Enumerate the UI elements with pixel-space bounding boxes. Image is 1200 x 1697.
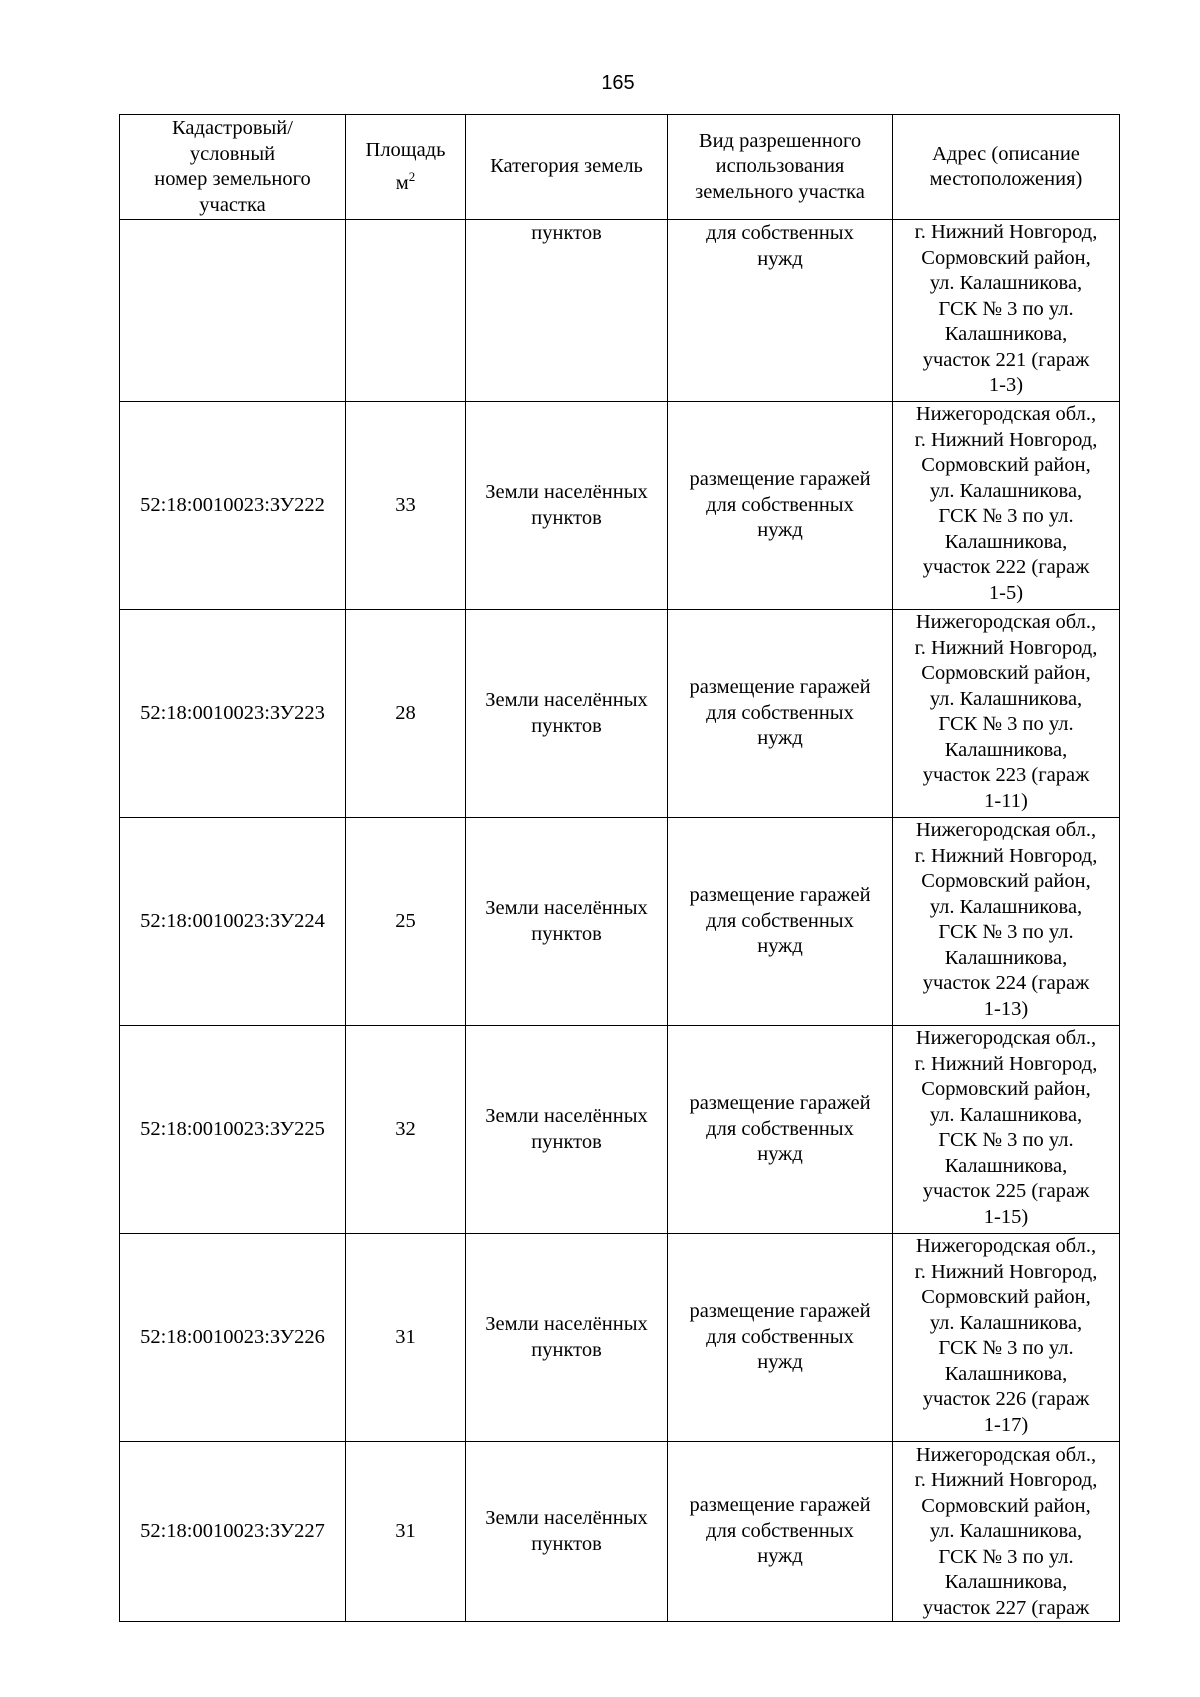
use-line: для собственных	[706, 1519, 854, 1542]
category-line: пунктов	[531, 922, 602, 945]
address-line: Сормовский район,	[921, 1494, 1091, 1517]
cell-cadastral-number: 52:18:0010023:ЗУ223	[120, 610, 346, 818]
category-line: Земли населённых	[485, 481, 648, 503]
header-address-line: Адрес (описание	[932, 142, 1080, 165]
address-line: 1-11)	[984, 789, 1028, 812]
use-line: размещение гаражей	[689, 1092, 871, 1115]
address-line: 1-3)	[988, 374, 1024, 396]
table-row	[120, 1234, 1120, 1442]
cell-land-category	[466, 220, 668, 402]
use-line: нужд	[757, 519, 803, 542]
address-line: Нижегородская обл.,	[915, 1027, 1097, 1049]
cell-area: 33	[346, 402, 466, 610]
use-line: для собственных	[706, 1117, 854, 1140]
table-body	[120, 220, 1120, 1622]
address-line: г. Нижний Новгород,	[914, 844, 1098, 867]
address-line: 1-15)	[983, 1205, 1029, 1228]
cell-address	[893, 402, 1120, 610]
header-area	[346, 115, 466, 220]
cell-land-category	[466, 402, 668, 610]
address-line: ГСК № 3 по ул.	[938, 1129, 1074, 1151]
cell-cadastral-number: 52:18:0010023:ЗУ222	[120, 402, 346, 610]
category-line: Земли населённых	[485, 1313, 648, 1335]
address-line: г. Нижний Новгород,	[914, 1052, 1098, 1075]
address-line: г. Нижний Новгород,	[914, 428, 1098, 451]
category-line: Земли населённых	[485, 897, 648, 919]
address-line: ул. Калашникова,	[929, 479, 1083, 502]
address-line: участок 226 (гараж	[922, 1388, 1090, 1410]
address-line: г. Нижний Новгород,	[914, 636, 1098, 659]
cell-land-category	[466, 818, 668, 1026]
address-line: Калашникова,	[944, 738, 1068, 761]
cell-address	[893, 610, 1120, 818]
use-line: размещение гаражей	[689, 884, 871, 907]
cell-permitted-use	[668, 1026, 893, 1234]
address-line: ГСК № 3 по ул.	[938, 1337, 1074, 1359]
header-use-line: земельного участка	[695, 180, 865, 203]
cell-cadastral-number: 52:18:0010023:ЗУ225	[120, 1026, 346, 1234]
category-line: Земли населённых	[485, 1507, 648, 1529]
cell-permitted-use	[668, 402, 893, 610]
land-plot-table	[119, 114, 1120, 1622]
address-line: ГСК № 3 по ул.	[938, 1545, 1074, 1568]
cell-land-category	[466, 610, 668, 818]
address-line: ГСК № 3 по ул.	[938, 297, 1074, 320]
address-line: Нижегородская обл.,	[915, 611, 1097, 633]
address-line: 1-5)	[988, 581, 1024, 604]
cell-address	[893, 220, 1120, 402]
cell-cadastral-number: 52:18:0010023:ЗУ226	[120, 1234, 346, 1442]
address-line: Сормовский район,	[921, 1078, 1091, 1100]
address-line: Сормовский район,	[921, 662, 1091, 684]
table-row	[120, 610, 1120, 818]
address-line: г. Нижний Новгород,	[914, 1260, 1098, 1283]
cell-permitted-use	[668, 818, 893, 1026]
address-line: ул. Калашникова,	[929, 1311, 1083, 1334]
address-line: Нижегородская обл.,	[915, 1443, 1097, 1466]
address-line: Сормовский район,	[921, 454, 1091, 476]
address-line: ул. Калашникова,	[929, 895, 1083, 918]
cell-permitted-use	[668, 1442, 893, 1622]
category-line: пунктов	[531, 714, 602, 737]
address-line: участок 223 (гараж	[922, 764, 1090, 786]
use-line: для собственных	[706, 222, 854, 244]
page-number: 165	[601, 72, 635, 94]
cell-area-empty	[346, 220, 466, 402]
table-row	[120, 1026, 1120, 1234]
cell-cadastral-empty	[120, 220, 346, 402]
address-line: участок 225 (гараж	[922, 1180, 1090, 1202]
use-line: для собственных	[706, 1325, 854, 1348]
address-line: Нижегородская обл.,	[915, 819, 1097, 841]
table-row	[120, 1442, 1120, 1622]
category-line: пунктов	[531, 1532, 602, 1555]
category-line: пунктов	[531, 1338, 602, 1361]
category-line: пунктов	[531, 222, 602, 244]
address-line: Калашникова,	[944, 530, 1068, 553]
address-line: Нижегородская обл.,	[915, 1235, 1097, 1257]
use-line: размещение гаражей	[689, 676, 871, 699]
header-cadastral-line: участка	[199, 193, 266, 216]
cell-cadastral-number: 52:18:0010023:ЗУ227	[120, 1442, 346, 1622]
header-cadastral-line: номер земельного	[154, 168, 311, 190]
use-line: нужд	[757, 1545, 803, 1568]
category-line: пунктов	[531, 1130, 602, 1153]
address-line: ГСК № 3 по ул.	[938, 505, 1074, 527]
header-address	[893, 115, 1120, 220]
address-line: участок 224 (гараж	[922, 972, 1090, 994]
cell-address	[893, 1026, 1120, 1234]
cell-cadastral-number: 52:18:0010023:ЗУ224	[120, 818, 346, 1026]
use-line: для собственных	[706, 493, 854, 516]
cell-permitted-use	[668, 220, 893, 402]
address-line: Калашникова,	[944, 946, 1068, 969]
cell-area: 32	[346, 1026, 466, 1234]
address-line: Калашникова,	[944, 1154, 1068, 1177]
address-line: ГСК № 3 по ул.	[938, 921, 1074, 943]
header-cadastral-line: Кадастровый/	[172, 117, 293, 139]
address-line: Нижегородская обл.,	[915, 403, 1097, 425]
use-line: для собственных	[706, 909, 854, 932]
address-line: ул. Калашникова,	[929, 1520, 1083, 1542]
header-cadastral-number	[120, 115, 346, 220]
header-row	[120, 115, 1120, 220]
address-line: г. Нижний Новгород,	[914, 221, 1098, 243]
address-line: участок 222 (гараж	[922, 556, 1090, 578]
table-row	[120, 402, 1120, 610]
cell-permitted-use	[668, 610, 893, 818]
header-area-unit-text: м	[395, 171, 409, 194]
use-line: нужд	[757, 1143, 803, 1166]
cell-permitted-use	[668, 1234, 893, 1442]
cell-address	[893, 818, 1120, 1026]
cell-area: 31	[346, 1234, 466, 1442]
cell-land-category	[466, 1234, 668, 1442]
use-line: нужд	[757, 247, 803, 270]
use-line: размещение гаражей	[689, 1300, 871, 1323]
use-line: размещение гаражей	[689, 1494, 871, 1517]
category-line: Земли населённых	[485, 1105, 648, 1127]
use-line: для собственных	[706, 701, 854, 724]
header-area-label: Площадь	[365, 139, 446, 162]
address-line: Калашникова,	[944, 323, 1068, 345]
address-line: ул. Калашникова,	[929, 1103, 1083, 1126]
header-permitted-use	[668, 115, 893, 220]
address-line: Калашникова,	[944, 1362, 1068, 1385]
cell-area: 25	[346, 818, 466, 1026]
cell-area: 28	[346, 610, 466, 818]
cell-address	[893, 1234, 1120, 1442]
header-cadastral-line: условный	[189, 142, 276, 165]
header-use-line: использования	[715, 155, 845, 178]
table-header	[120, 115, 1120, 220]
address-line: 1-17)	[983, 1413, 1029, 1436]
use-line: нужд	[757, 935, 803, 958]
use-line: размещение гаражей	[689, 468, 871, 491]
address-line: Сормовский район,	[921, 246, 1091, 269]
use-line: нужд	[757, 727, 803, 750]
category-line: Земли населённых	[485, 689, 648, 711]
use-line: нужд	[757, 1351, 803, 1374]
address-line: Калашникова,	[944, 1571, 1068, 1593]
address-line: ул. Калашникова,	[929, 687, 1083, 710]
address-line: участок 221 (гараж	[922, 348, 1090, 371]
address-line: ГСК № 3 по ул.	[938, 713, 1074, 735]
category-line: пунктов	[531, 506, 602, 529]
header-area-unit-sup: 2	[408, 168, 416, 184]
table-row-continuation	[120, 220, 1120, 402]
address-line: 1-13)	[983, 997, 1029, 1020]
address-line: участок 227 (гараж	[922, 1596, 1090, 1619]
header-address-line: местоположения)	[929, 168, 1083, 190]
address-line: Сормовский район,	[921, 1286, 1091, 1308]
address-line: ул. Калашникова,	[929, 272, 1083, 294]
cell-address	[893, 1442, 1120, 1622]
cell-land-category	[466, 1026, 668, 1234]
cell-area: 31	[346, 1442, 466, 1622]
table-row	[120, 818, 1120, 1026]
header-area-unit	[346, 164, 465, 196]
address-line: Сормовский район,	[921, 870, 1091, 892]
address-line: г. Нижний Новгород,	[914, 1469, 1098, 1491]
cell-land-category	[466, 1442, 668, 1622]
header-land-category: Категория земель	[466, 115, 668, 220]
header-use-line: Вид разрешенного	[698, 129, 862, 152]
